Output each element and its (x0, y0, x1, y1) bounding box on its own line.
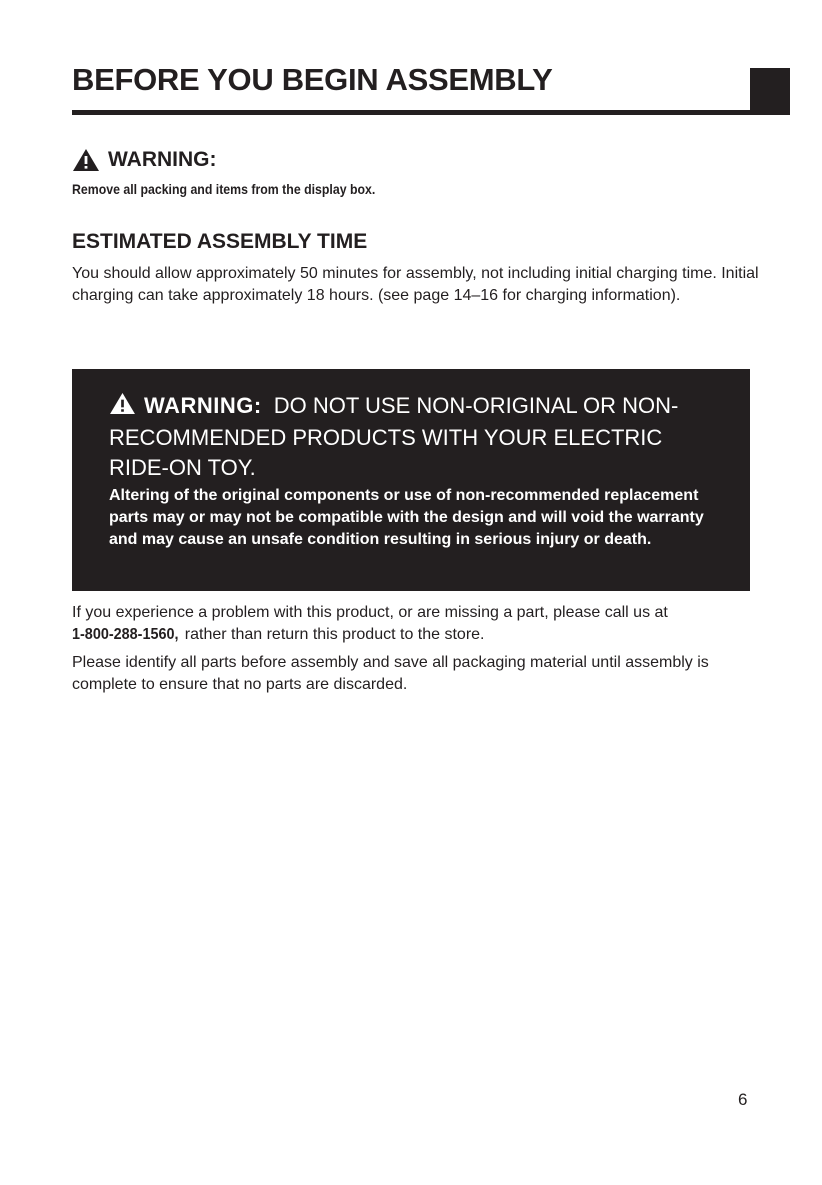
warning-box-heading (109, 391, 719, 483)
warning-box-heading-text: DO NOT USE NON-ORIGINAL OR NON-RECOMMENDED PRODUCTS WITH YOUR ELECTRIC RIDE-ON TOY. (109, 393, 679, 480)
warning-box-body: Altering of the original components or use of non-recommended replacement parts may or may not be compatible with the design and will void the warranty and may cause an unsafe condition resulting in serious injury or death. (109, 487, 704, 548)
assembly-time-text: You should allow approximately 50 minutes for assembly, not including initial charging time. Initial charging can take approximately 18 hours. (see page 14–16 for charging information). (72, 265, 759, 304)
warning-box (72, 369, 750, 591)
warning-triangle-icon (109, 392, 136, 423)
assembly-time-heading: ESTIMATED ASSEMBLY TIME (72, 230, 368, 253)
warning-label: WARNING: (108, 148, 217, 171)
contact-paragraph (72, 602, 762, 646)
contact-text-before: If you experience a problem with this product, or are missing a part, please call us at (72, 604, 668, 621)
warning-heading (72, 148, 217, 172)
identify-paragraph: Please identify all parts before assembly and save all packaging material until assembly is complete to ensure that no parts are discarded. (72, 654, 709, 693)
section-tab-marker (750, 68, 790, 115)
contact-text-after: rather than return this product to the store. (184, 626, 485, 643)
warning-box-label: WARNING: (144, 393, 262, 418)
warning-text: Remove all packing and items from the display box. (72, 181, 376, 197)
page-title: BEFORE YOU BEGIN ASSEMBLY (72, 62, 553, 97)
title-rule (72, 110, 750, 115)
warning-triangle-icon (72, 148, 100, 172)
page-number: 6 (738, 1090, 748, 1109)
phone-number: 1-800-288-1560, (72, 626, 179, 643)
